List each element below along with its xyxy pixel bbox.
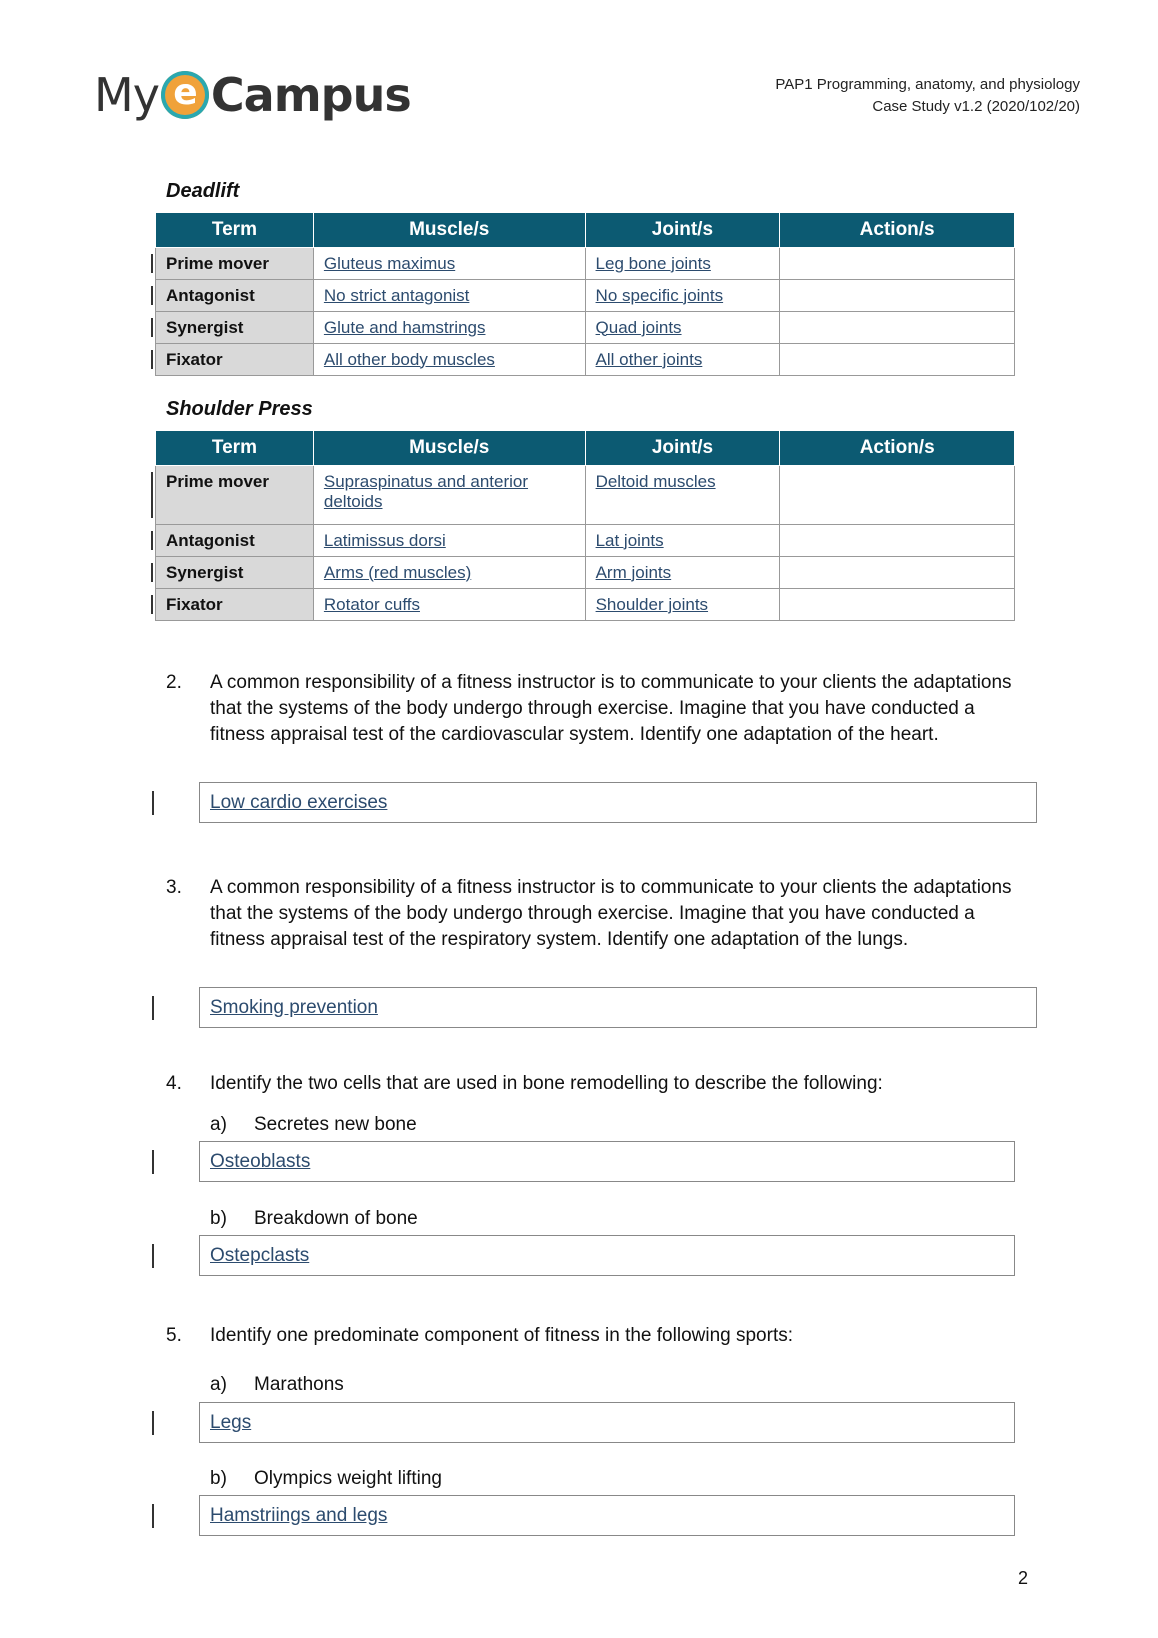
shoulder-press-title: Shoulder Press [166,398,313,420]
header-term: Term [156,431,314,466]
sub-question-label: b) [210,1468,227,1489]
logo-text-my: My [94,68,159,122]
logo-text-campus: Campus [210,68,411,122]
table-header-row [156,431,1015,466]
question-2 [166,670,1016,748]
question-5 [166,1323,1016,1349]
table-header-row [156,213,1015,248]
sub-question-text: Secretes new bone [254,1114,417,1135]
action-cell[interactable] [780,280,1015,312]
term-cell: Prime mover [156,466,314,525]
document-title: PAP1 Programming, anatomy, and physiology [775,76,1080,93]
term-cell: Prime mover [156,248,314,280]
sub-question-label: a) [210,1114,227,1135]
document-version: Case Study v1.2 (2020/102/20) [872,98,1080,115]
joint-cell[interactable]: Arm joints [585,557,780,589]
joint-cell[interactable]: Deltoid muscles [585,466,780,525]
question-3 [166,875,1016,953]
action-cell[interactable] [780,344,1015,376]
term-cell: Synergist [156,557,314,589]
joint-cell[interactable]: All other joints [585,344,780,376]
answer-box-q3[interactable]: Smoking prevention [199,987,1037,1028]
muscle-cell[interactable]: Rotator cuffs [313,589,585,621]
revision-mark [152,1411,154,1435]
term-cell: Fixator [156,344,314,376]
table-row [156,589,1015,621]
revision-mark [152,1504,154,1528]
question-text: A common responsibility of a fitness instructor is to communicate to your clients the adaptations that the systems of the body undergo through exercise. Imagine that you have conducted a fitness appraisal test of the cardiovascular system. Identify one adaptation of the heart. [210,672,1012,745]
muscle-cell[interactable]: All other body muscles [313,344,585,376]
answer-box-q5a[interactable]: Legs [199,1402,1015,1443]
revision-mark [152,1150,154,1174]
question-4 [166,1071,1016,1097]
table-row [156,525,1015,557]
joint-cell[interactable]: Shoulder joints [585,589,780,621]
table-row [156,280,1015,312]
revision-mark [152,1244,154,1268]
sub-question-label: a) [210,1374,227,1395]
muscle-cell[interactable]: No strict antagonist [313,280,585,312]
question-number: 3. [166,877,182,898]
header-joint: Joint/s [585,213,780,248]
joint-cell[interactable]: Quad joints [585,312,780,344]
header-action: Action/s [780,213,1015,248]
answer-box-q5b[interactable]: Hamstriings and legs [199,1495,1015,1536]
muscle-cell[interactable]: Glute and hamstrings [313,312,585,344]
joint-cell[interactable]: Leg bone joints [585,248,780,280]
document-header-info [775,74,1080,118]
header-term: Term [156,213,314,248]
joint-cell[interactable]: No specific joints [585,280,780,312]
question-number: 4. [166,1073,182,1094]
answer-box-q4b[interactable]: Ostepclasts [199,1235,1015,1276]
sub-question-text: Breakdown of bone [254,1208,418,1229]
sub-question-4a [210,1114,417,1136]
header-muscle: Muscle/s [313,431,585,466]
revision-mark [152,791,154,815]
mycampus-logo [94,66,411,124]
header-action: Action/s [780,431,1015,466]
question-text: A common responsibility of a fitness instructor is to communicate to your clients the adaptations that the systems of the body undergo through exercise. Imagine that you have conducted a fitness appraisal test of the respiratory system. Identify one adaptation of the lungs. [210,877,1012,950]
sub-question-4b [210,1208,418,1230]
question-number: 5. [166,1325,182,1346]
sub-question-text: Marathons [254,1374,344,1395]
action-cell[interactable] [780,466,1015,525]
shoulder-press-table [155,430,1015,621]
revision-mark [152,996,154,1020]
action-cell[interactable] [780,589,1015,621]
header-joint: Joint/s [585,431,780,466]
action-cell[interactable] [780,525,1015,557]
table-row [156,557,1015,589]
sub-question-5a [210,1374,344,1396]
sub-question-text: Olympics weight lifting [254,1468,442,1489]
deadlift-title: Deadlift [166,180,240,202]
joint-cell[interactable]: Lat joints [585,525,780,557]
muscle-cell[interactable]: Gluteus maximus [313,248,585,280]
table-row [156,248,1015,280]
sub-question-label: b) [210,1208,227,1229]
question-number: 2. [166,672,182,693]
muscle-cell[interactable]: Supraspinatus and anterior deltoids [313,466,585,525]
table-row [156,344,1015,376]
logo-e-letter: e [173,72,197,113]
answer-box-q4a[interactable]: Osteoblasts [199,1141,1015,1182]
table-row [156,312,1015,344]
action-cell[interactable] [780,248,1015,280]
action-cell[interactable] [780,557,1015,589]
sub-question-5b [210,1468,442,1490]
question-text: Identify one predominate component of fitness in the following sports: [210,1325,794,1346]
action-cell[interactable] [780,312,1015,344]
answer-box-q2[interactable]: Low cardio exercises [199,782,1037,823]
page-number: 2 [1017,1568,1028,1588]
deadlift-table [155,212,1015,376]
muscle-cell[interactable]: Arms (red muscles) [313,557,585,589]
question-text: Identify the two cells that are used in bone remodelling to describe the following: [210,1073,883,1094]
term-cell: Antagonist [156,280,314,312]
logo-e-icon [161,71,209,119]
term-cell: Antagonist [156,525,314,557]
muscle-cell[interactable]: Latimissus dorsi [313,525,585,557]
table-row [156,466,1015,525]
header-muscle: Muscle/s [313,213,585,248]
term-cell: Fixator [156,589,314,621]
term-cell: Synergist [156,312,314,344]
